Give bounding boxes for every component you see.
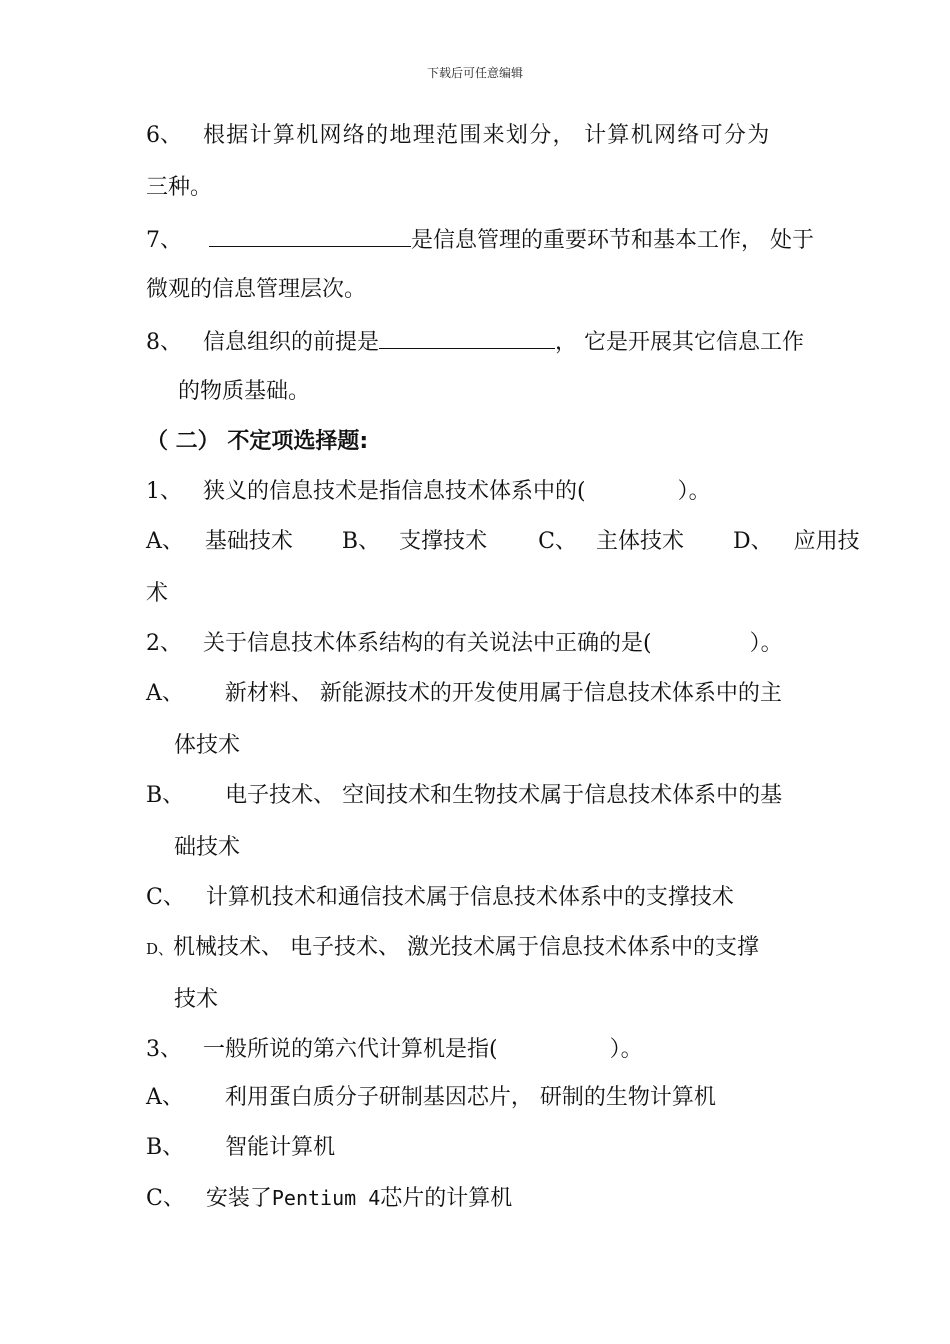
option-label: C、 (146, 885, 185, 910)
question-6-line1 (146, 122, 771, 150)
answer-blank[interactable] (209, 224, 411, 247)
question-number: 2、 (146, 631, 182, 656)
choice-2-option-a-cont: 体技术 (174, 733, 241, 758)
choice-2-option-c (146, 884, 734, 912)
question-8-line2: 的物质基础。 (178, 379, 311, 404)
option-b: 智能计算机 (225, 1135, 336, 1160)
choice-3-option-c (146, 1184, 512, 1213)
choice-2-option-b-cont: 础技术 (174, 835, 241, 860)
option-c: 主体技术 (595, 529, 684, 554)
choice-2-option-a (146, 680, 782, 708)
question-number: 3、 (146, 1037, 182, 1062)
option-label: C、 (146, 1186, 185, 1211)
option-label: B、 (146, 1135, 185, 1160)
question-stem: 狭义的信息技术是指信息技术体系中的( (203, 479, 586, 504)
question-number: 7、 (146, 228, 182, 253)
option-a: 新材料、 新能源技术的开发使用属于信息技术体系中的主 (224, 681, 782, 706)
section-title: （ 二） 不定项选择题: (146, 429, 369, 454)
question-text: 信息组织的前提是 (203, 330, 380, 355)
choice-1-options (146, 528, 860, 556)
question-close: ）。 (609, 1037, 643, 1062)
option-label: D、 (146, 940, 174, 958)
question-text: ， 它是开展其它信息工作 (555, 330, 805, 355)
option-label: C、 (538, 529, 577, 554)
question-7-line2: 微观的信息管理层次。 (146, 277, 367, 302)
choice-question-2 (146, 630, 783, 658)
option-d: 机械技术、 电子技术、 激光技术属于信息技术体系中的支撑 (173, 935, 760, 960)
question-text: 根据计算机网络的地理范围来划分， 计算机网络可分为 (203, 123, 771, 148)
question-number: 8、 (146, 330, 182, 355)
page-header: 下载后可任意编辑 (426, 66, 523, 80)
question-6-line2: 三种。 (146, 175, 213, 200)
option-label: A、 (146, 529, 184, 554)
option-c-before: 安装了 (205, 1186, 272, 1211)
question-stem: 一般所说的第六代计算机是指( (203, 1037, 498, 1062)
option-label: D、 (732, 529, 773, 554)
option-d: 应用技 (793, 529, 860, 554)
option-d-continued: 术 (146, 581, 169, 606)
choice-2-option-d (146, 934, 759, 963)
answer-blank[interactable] (379, 326, 555, 349)
choice-3-option-b (146, 1134, 335, 1162)
choice-3-option-a (146, 1084, 716, 1112)
option-b: 支撑技术 (399, 529, 488, 554)
choice-question-3 (146, 1036, 643, 1064)
option-c: 计算机技术和通信技术属于信息技术体系中的支撑技术 (205, 885, 734, 910)
question-close: ）。 (677, 479, 711, 504)
question-text: 是信息管理的重要环节和基本工作， 处于 (411, 228, 814, 253)
question-7-line1 (146, 224, 814, 255)
question-stem: 关于信息技术体系结构的有关说法中正确的是( (203, 631, 652, 656)
option-c-after: 芯片的计算机 (380, 1186, 513, 1211)
option-label: B、 (341, 529, 381, 554)
choice-2-option-b (146, 782, 782, 810)
question-8-line1 (146, 326, 804, 357)
option-a: 利用蛋白质分子研制基因芯片， 研制的生物计算机 (224, 1085, 716, 1110)
option-label: A、 (146, 681, 184, 706)
option-label: B、 (146, 783, 185, 808)
question-close: ）。 (749, 631, 783, 656)
question-number: 6、 (146, 123, 182, 148)
question-number: 1、 (146, 479, 182, 504)
option-label: A、 (146, 1085, 184, 1110)
choice-2-option-d-cont: 技术 (174, 987, 219, 1012)
choice-question-1 (146, 478, 711, 506)
option-a: 基础技术 (204, 529, 293, 554)
option-b: 电子技术、 空间技术和生物技术属于信息技术体系中的基 (225, 783, 783, 808)
option-c-chip-name: Pentium 4 (271, 1186, 381, 1210)
